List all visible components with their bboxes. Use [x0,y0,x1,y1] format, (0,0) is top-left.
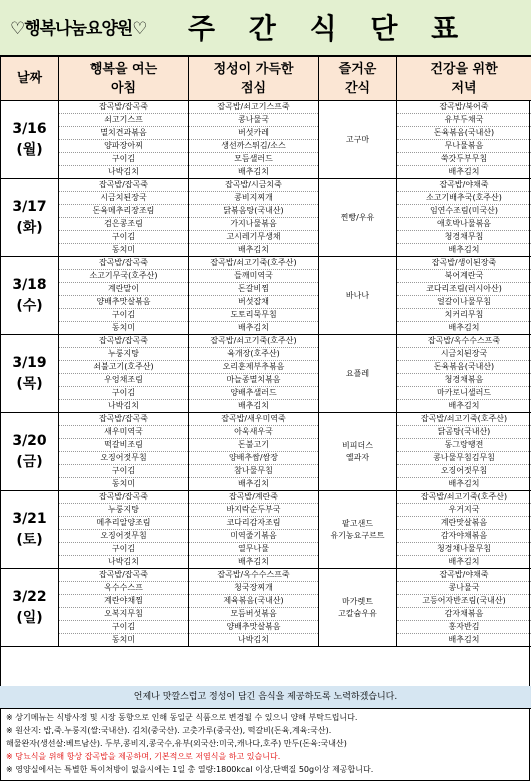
snack-item: 유기농요구르트 [330,530,385,540]
menu-item: 잡곡밥/옥수수스프죽 [397,335,531,348]
weekday-label: (월) [16,141,43,158]
menu-item: 배추김치 [238,323,269,332]
lunch-cell [189,491,319,569]
menu-item: 구이김 [59,153,188,166]
snack-cell [319,569,397,647]
menu-item: 미역줄기볶음 [189,530,318,543]
menu-item: 배추김치 [238,401,269,410]
menu-item: 오징어젓무침 [397,465,531,478]
menu-item: 잡곡밥/잡곡죽 [59,491,188,504]
menu-item: 배추김치 [238,245,269,254]
menu-item: 나박김치 [108,557,139,566]
date-label: 3/22 [12,588,47,605]
menu-item: 북어계란국 [397,270,531,283]
menu-item: 시금치된장국 [59,192,188,205]
note-line: 해물완자(생선살:베트남산). 두부,콩비지,콩국수,유부(외국산:미국,캐나다,호주) 만두(돈육:국내산) [6,739,347,748]
menu-item: 잡곡밥/잡곡죽 [59,179,188,192]
day-row [1,413,531,491]
lunch-cell [189,179,319,257]
menu-item: 잡곡밥/쇠고기죽(호주산) [189,335,318,348]
menu-item: 돈육볶음(국내산) [397,127,531,140]
snack-item: 요플레 [345,368,370,378]
menu-item: 소고기무국(호주산) [59,270,188,283]
menu-item: 도토리묵무침 [189,309,318,322]
menu-item: 떡갈비조림 [59,439,188,452]
menu-item: 쇠고기스프 [59,114,188,127]
snack-item: 팥고샌드 [342,518,373,528]
menu-item: 양배추맛살볶음 [59,296,188,309]
menu-item: 나박김치 [108,401,139,410]
date-label: 3/20 [12,432,47,449]
menu-item: 누룽지탕 [59,504,188,517]
breakfast-cell [59,257,189,335]
menu-item: 청경채볶음 [397,374,531,387]
menu-item: 청경채무침 [397,231,531,244]
date-label: 3/18 [12,276,47,293]
dinner-cell [397,257,531,335]
menu-item: 양배추쌈/쌈장 [189,452,318,465]
menu-item: 메추리알양조림 [59,517,188,530]
menu-item: 콩비지찌개 [189,192,318,205]
menu-item: 잡곡밥/야채죽 [397,569,531,582]
menu-item: 잡곡밥/옥수수스프죽 [189,569,318,582]
col-header-snack: 즐거운 간식 [319,57,397,101]
menu-item: 콩나물무침김무침 [397,452,531,465]
menu-item: 유부두채국 [397,114,531,127]
menu-item: 나박김치 [108,167,139,176]
menu-item: 가지나물볶음 [189,218,318,231]
menu-item: 잡곡밥/잡곡죽 [59,257,188,270]
menu-item: 잡곡밥/시금치죽 [189,179,318,192]
snack-cell [319,413,397,491]
day-row [1,335,531,413]
day-date [1,491,59,569]
menu-item: 잡곡밥/잡곡죽 [59,101,188,114]
breakfast-cell [59,569,189,647]
menu-table [0,56,531,647]
date-label: 3/21 [12,510,47,527]
snack-item: 옐과자 [345,452,370,462]
menu-item: 제육볶음(국내산) [189,595,318,608]
menu-item: 배추김치 [238,557,269,566]
menu-item: 오복지무침 [59,608,188,621]
menu-item: 오징어젓무침 [59,530,188,543]
menu-item: 버섯잡채 [189,296,318,309]
menu-item: 감자야채볶음 [397,530,531,543]
lunch-cell [189,413,319,491]
org-name: ♡행복나눔요양원♡ [10,19,147,39]
menu-item: 홍자반김 [397,621,531,634]
closing-message: 언제나 맛깔스럽고 정성이 담긴 음식을 제공하도록 노력하겠습니다. [0,686,531,709]
dinner-cell [397,491,531,569]
menu-item: 구이김 [59,543,188,556]
weekday-label: (일) [16,609,43,626]
day-date [1,101,59,179]
menu-item: 콩나물국 [189,114,318,127]
menu-item: 오징어젓무침 [59,452,188,465]
menu-item: 마카로니샐러드 [397,387,531,400]
menu-item: 잡곡밥/북어죽 [397,101,531,114]
menu-item: 바지락순두부국 [189,504,318,517]
page-title: 주 간 식 단 표 [188,12,471,45]
date-label: 3/17 [12,198,47,215]
menu-item: 버섯카레 [189,127,318,140]
menu-item: 구이김 [59,465,188,478]
dinner-cell [397,413,531,491]
day-row [1,101,531,179]
menu-item: 고등어자반조림(국내산) [397,595,531,608]
menu-item: 열무나물 [189,543,318,556]
day-row [1,257,531,335]
note-line: ※ 상기메뉴는 식방사정 및 시장 동향으로 인해 동일군 식품으로 변경될 수 있으니 양해 부탁드립니다. [6,713,358,722]
menu-item: 무나물볶음 [397,140,531,153]
dinner-cell [397,179,531,257]
menu-item: 청국장찌개 [189,582,318,595]
breakfast-cell [59,335,189,413]
lunch-cell [189,257,319,335]
weekday-label: (금) [16,453,43,470]
menu-item: 옥수수스프 [59,582,188,595]
weekday-label: (토) [16,531,43,548]
snack-item: 고구마 [345,134,370,144]
menu-item: 잡곡밥/계란죽 [189,491,318,504]
menu-item: 잡곡밥/쇠고기죽(호주산) [189,257,318,270]
menu-item: 배추김치 [448,323,480,332]
menu-item: 청경채나물무침 [397,543,531,556]
note-line-highlight: ※ 당뇨식을 위해 항상 잡곡밥을 제공하며, 기본적으로 저염식을 하고 있습니다. [6,752,281,761]
snack-item: 마가렛트 [342,596,373,606]
menu-item: 나박김치 [238,635,269,644]
menu-item: 구이김 [59,309,188,322]
menu-item: 잡곡밥/생이된장죽 [397,257,531,270]
menu-item: 양배추샐러드 [189,387,318,400]
menu-item: 양배추맛살볶음 [189,621,318,634]
breakfast-cell [59,179,189,257]
note-line: ※ 원산지: 밥,죽.누룽지(쌀:국내산). 김치(중국산). 고춧가루(중국산), 떡갈비(돈육,계육:국산). [6,726,332,735]
lunch-cell [189,569,319,647]
menu-item: 들깨미역국 [189,270,318,283]
menu-item: 양파장아찌 [59,140,188,153]
day-date [1,257,59,335]
menu-item: 마늘종멸치볶음 [189,374,318,387]
menu-item: 잡곡밥/야채죽 [397,179,531,192]
snack-item: 비피더스 [342,440,373,450]
weekday-label: (화) [16,219,43,236]
menu-item: 쇠불고기(호주산) [59,361,188,374]
menu-item: 콩나물국 [397,582,531,595]
menu-item: 돈불고기 [189,439,318,452]
menu-item: 돈육메추리장조림 [59,205,188,218]
menu-item: 구이김 [59,387,188,400]
menu-item: 구이김 [59,231,188,244]
date-label: 3/19 [12,354,47,371]
menu-item: 육개장(호주산) [189,348,318,361]
menu-item: 멸치견과볶음 [59,127,188,140]
menu-item: 닭볶음탕(국내산) [189,205,318,218]
menu-item: 우엉채조림 [59,374,188,387]
title-bar [0,0,531,56]
col-header-lunch: 정성이 가득한 점심 [189,57,319,101]
menu-item: 참나물무침 [189,465,318,478]
col-header-date: 날짜 [1,57,59,101]
menu-item: 배추김치 [448,167,480,176]
menu-item: 애호박나물볶음 [397,218,531,231]
menu-item: 배추김치 [448,401,480,410]
menu-item: 동치미 [111,635,136,644]
snack-cell [319,491,397,569]
day-row [1,179,531,257]
note-line: ※ 영양실에서는 특별한 특이처방이 없을시에는 1일 총 열량:1800kcal 이상,단백질 50g이상 제공합니다. [6,765,374,774]
menu-item: 코다리조림(러시아산) [397,283,531,296]
menu-body [1,101,531,647]
menu-item: 치커리무침 [397,309,531,322]
menu-item: 시금치된장국 [397,348,531,361]
header-row [1,57,531,101]
menu-item: 새우미역국 [59,426,188,439]
menu-item: 오리훈제부추볶음 [189,361,318,374]
menu-item: 배추김치 [448,245,480,254]
menu-item: 고시레기무생채 [189,231,318,244]
day-date [1,335,59,413]
day-date [1,569,59,647]
snack-item: 바나나 [345,290,370,300]
menu-item: 돈갈비찜 [189,283,318,296]
breakfast-cell [59,413,189,491]
menu-item: 모듬샐러드 [189,153,318,166]
day-row [1,491,531,569]
menu-item: 잡곡밥/쇠고기죽(호주산) [397,413,531,426]
menu-item: 계란맛살볶음 [397,517,531,530]
menu-item: 잡곡밥/잡곡죽 [59,335,188,348]
menu-item: 코다리감자조림 [189,517,318,530]
dinner-cell [397,101,531,179]
menu-item: 계란말이 [59,283,188,296]
menu-item: 배추김치 [448,557,480,566]
menu-item: 소고기배추국(호주산) [397,192,531,205]
menu-item: 돈육볶음(국내산) [397,361,531,374]
menu-item: 배추김치 [238,479,269,488]
notes [6,711,526,776]
menu-item: 잡곡밥/잡곡죽 [59,569,188,582]
menu-item: 검은콩조림 [59,218,188,231]
menu-item: 쑥갓두부무침 [397,153,531,166]
snack-item: 고칼슘우유 [338,608,377,618]
day-row [1,569,531,647]
col-header-breakfast: 행복을 여는 아침 [59,57,189,101]
day-date [1,413,59,491]
dinner-cell [397,569,531,647]
breakfast-cell [59,491,189,569]
menu-item: 임연수조림(미국산) [397,205,531,218]
menu-item: 얼갈이나물무침 [397,296,531,309]
lunch-cell [189,101,319,179]
dinner-cell [397,335,531,413]
menu-item: 잡곡밥/쇠고기죽(호주산) [397,491,531,504]
menu-item: 동치미 [111,245,136,254]
menu-item: 구이김 [59,621,188,634]
menu-item: 계란야채찜 [59,595,188,608]
menu-item: 모듬버섯볶음 [189,608,318,621]
snack-cell [319,179,397,257]
menu-item: 배추김치 [448,635,480,644]
menu-item: 우거지국 [397,504,531,517]
menu-item: 배추김치 [448,479,480,488]
day-date [1,179,59,257]
snack-item: 찐빵/우유 [340,212,375,222]
menu-item: 잡곡밥/잡곡죽 [59,413,188,426]
weekday-label: (목) [16,375,43,392]
menu-item: 동치미 [111,323,136,332]
snack-cell [319,101,397,179]
breakfast-cell [59,101,189,179]
snack-cell [319,257,397,335]
menu-item: 생선까스튀김/소스 [189,140,318,153]
menu-item: 잡곡밥/새우미역죽 [189,413,318,426]
date-label: 3/16 [12,120,47,137]
menu-item: 배추김치 [238,167,269,176]
menu-item: 닭곰탕(국내산) [397,426,531,439]
menu-item: 동그랑땡전 [397,439,531,452]
lunch-cell [189,335,319,413]
weekday-label: (수) [16,297,43,314]
snack-cell [319,335,397,413]
menu-item: 잡곡밥/쇠고기스프죽 [189,101,318,114]
menu-item: 아욱새우국 [189,426,318,439]
menu-item: 동치미 [111,479,136,488]
menu-item: 감자채볶음 [397,608,531,621]
menu-item: 누룽지탕 [59,348,188,361]
col-header-dinner: 건강을 위한 저녁 [397,57,531,101]
